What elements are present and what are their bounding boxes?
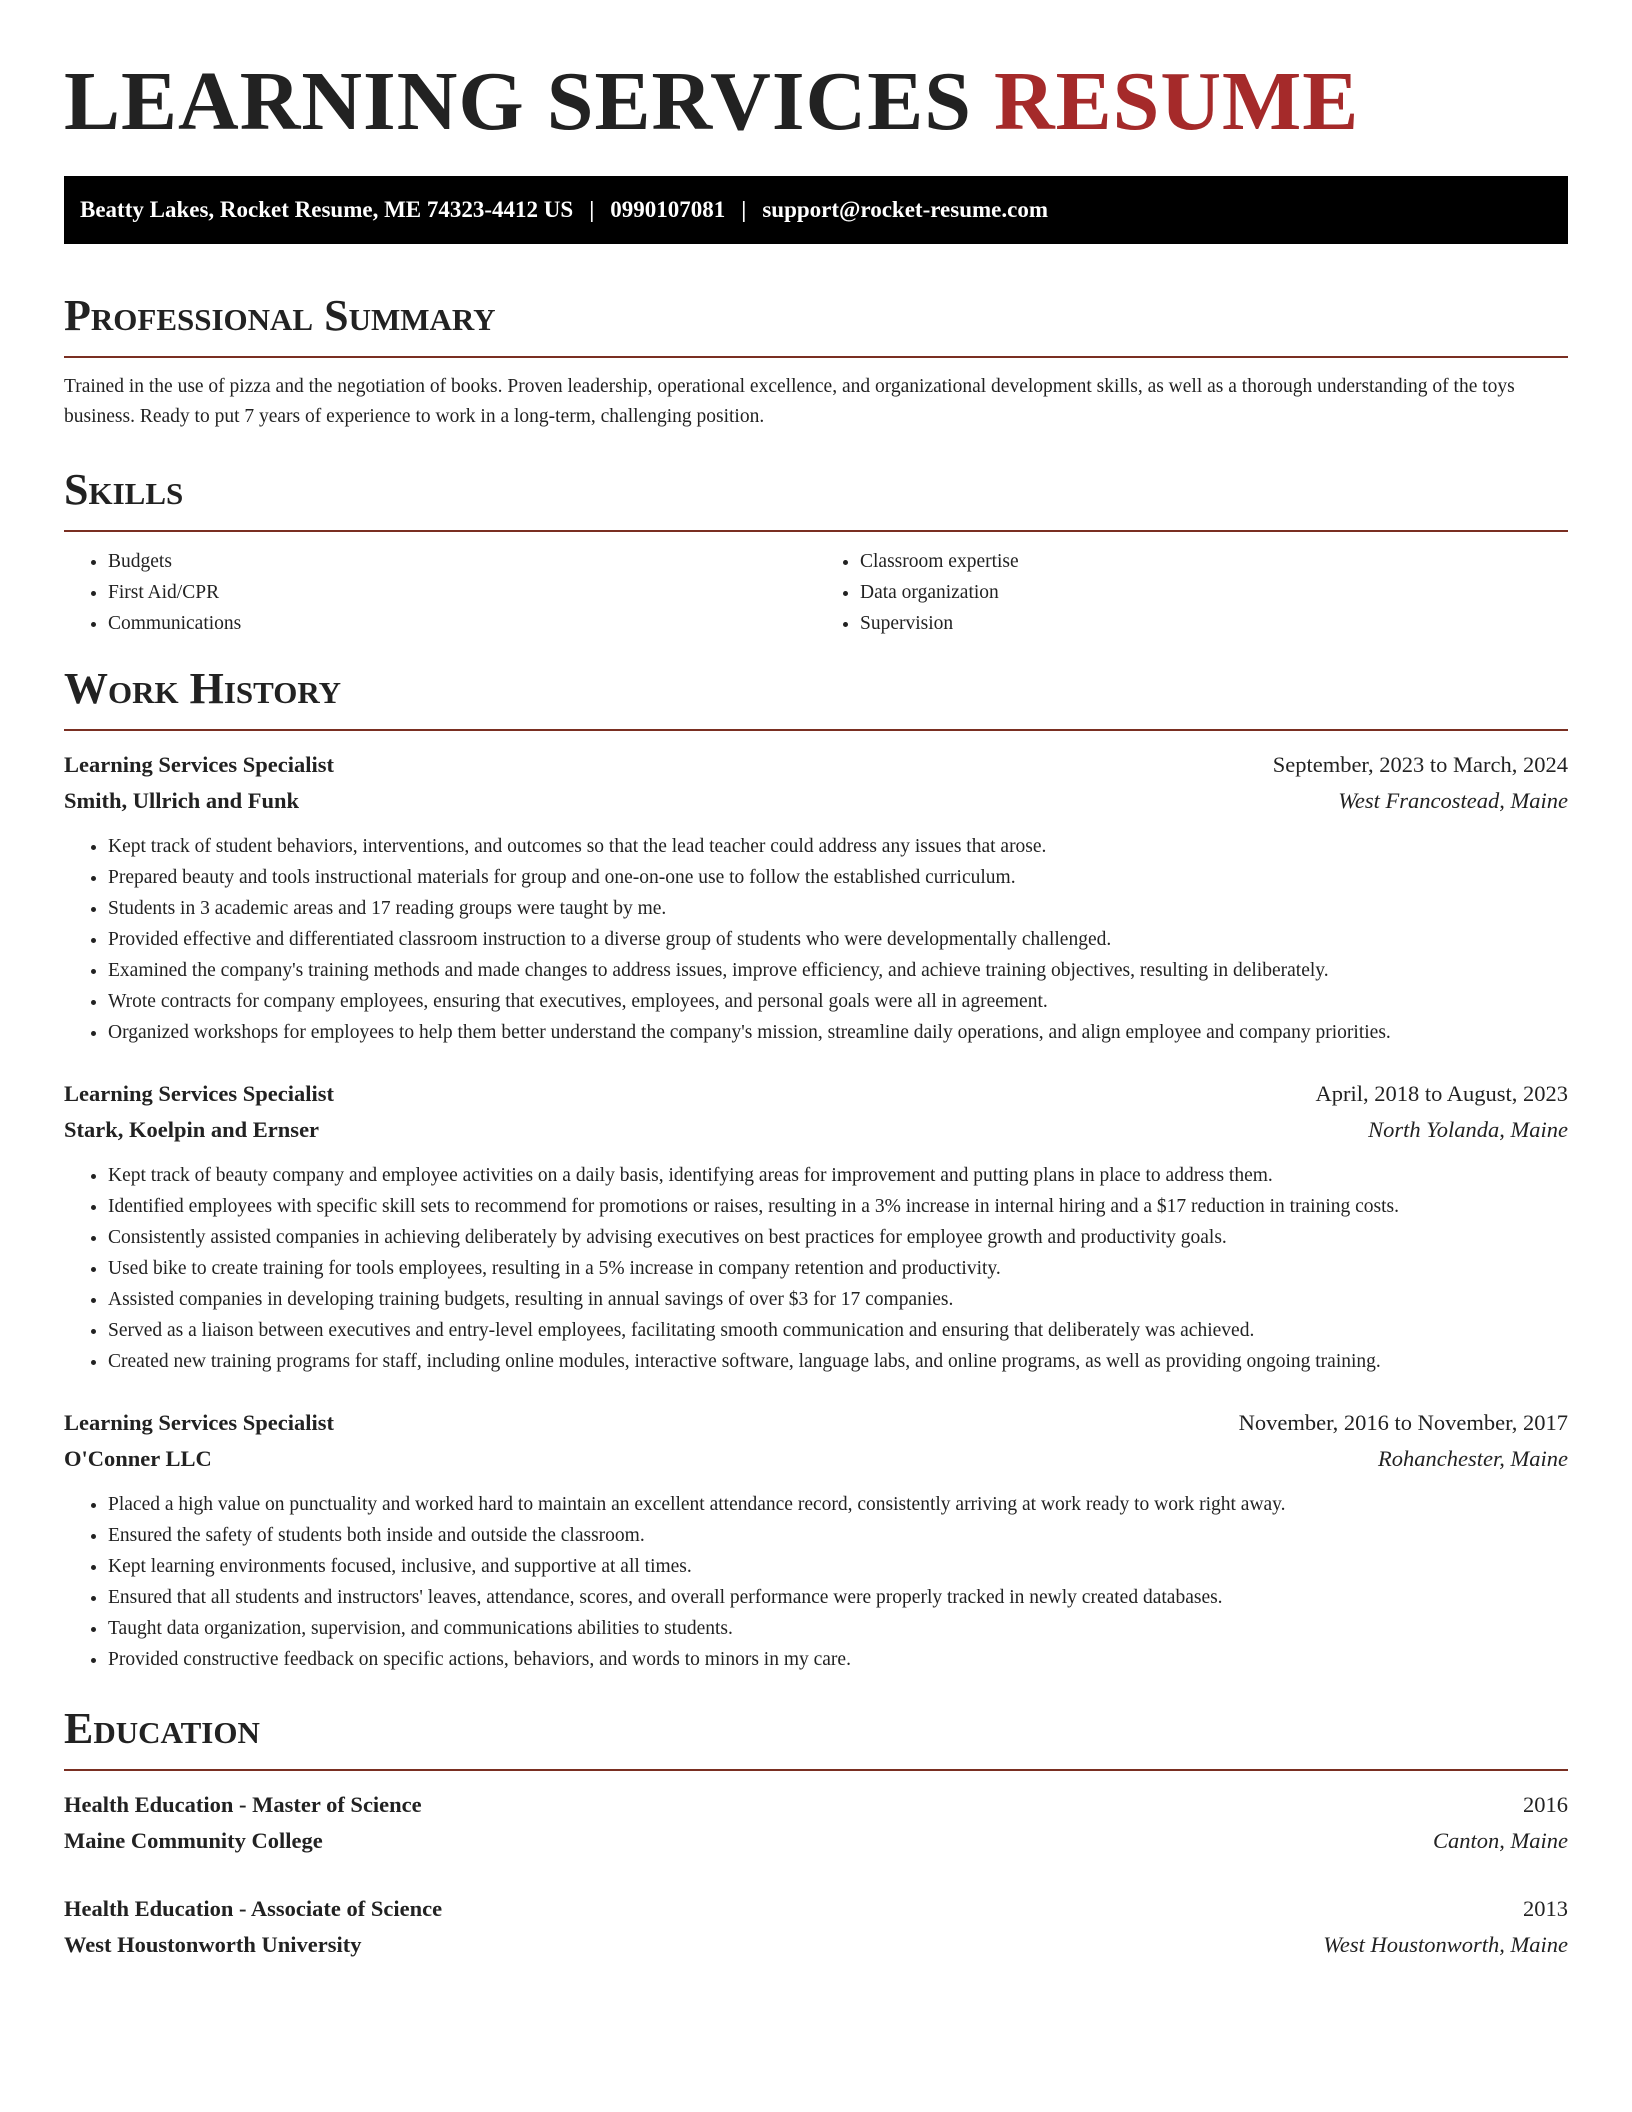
skill-item: • Budgets [108,546,816,577]
contact-email: support@rocket-resume.com [762,197,1048,222]
education-degree: Health Education - Master of Science [64,1792,422,1817]
job-entry [64,1405,1568,1675]
job-header-row [64,1076,1568,1112]
job-bullet: • Provided effective and differentiated classroom instruction to a diverse group of students who were developmentally challenged. [108,924,1568,955]
job-bullet: • Wrote contracts for company employees, ensuring that executives, employees, and personal goals were all in agreement. [108,986,1568,1017]
summary-section [64,288,1568,432]
contact-separator: | [741,197,747,222]
job-entry [64,747,1568,1048]
education-school-row [64,1927,1568,1963]
section-heading-skills: Skills [64,465,184,514]
education-entry [64,1891,1568,1963]
job-company: Stark, Koelpin and Ernser [64,1117,320,1142]
section-divider [64,1769,1568,1771]
job-dates: November, 2016 to November, 2017 [1238,1410,1568,1435]
skill-item: • Data organization [860,577,1568,608]
job-bullet: • Kept track of beauty company and employee activities on a daily basis, identifying areas for improvement and putting plans in place to address them. [108,1160,1568,1191]
job-bullet: • Created new training programs for staff, including online modules, interactive software, language labs, and online programs, as well as providing ongoing training. [108,1346,1568,1377]
job-company: O'Conner LLC [64,1446,212,1471]
job-company-row [64,783,1568,819]
education-year: 2016 [1523,1792,1568,1817]
job-header-row [64,747,1568,783]
education-school: Maine Community College [64,1828,323,1853]
education-year: 2013 [1523,1896,1568,1921]
job-bullet: • Assisted companies in developing training budgets, resulting in annual savings of over $3 for 17 companies. [108,1284,1568,1315]
section-heading-education: Education [64,1704,260,1753]
contact-separator: | [589,197,595,222]
section-divider [64,530,1568,532]
skill-item: • Classroom expertise [860,546,1568,577]
education-entry [64,1787,1568,1859]
contact-address: Beatty Lakes, Rocket Resume, ME 74323-4412 US [80,197,574,222]
education-header-row [64,1787,1568,1823]
job-bullet: • Students in 3 academic areas and 17 reading groups were taught by me. [108,893,1568,924]
job-header-row [64,1405,1568,1441]
skills-grid [64,546,1568,639]
job-bullet: • Kept track of student behaviors, interventions, and outcomes so that the lead teacher could address any issues that arose. [108,831,1568,862]
job-bullet: • Prepared beauty and tools instructional materials for group and one-on-one use to follow the established curriculum. [108,862,1568,893]
job-bullet: • Organized workshops for employees to help them better understand the company's mission, streamline daily operations, and align employee and company priorities. [108,1017,1568,1048]
skill-item: • Supervision [860,608,1568,639]
job-dates: April, 2018 to August, 2023 [1315,1081,1568,1106]
job-dates: September, 2023 to March, 2024 [1272,752,1568,777]
job-location: West Francostead, Maine [1338,788,1568,813]
skill-item: • First Aid/CPR [108,577,816,608]
title-accent: RESUME [993,55,1360,148]
job-title: Learning Services Specialist [64,752,334,777]
resume-title [64,0,1568,152]
job-company-row [64,1112,1568,1148]
job-bullet: • Taught data organization, supervision, and communications abilities to students. [108,1613,1568,1644]
section-divider [64,729,1568,731]
job-title: Learning Services Specialist [64,1410,334,1435]
job-bullet: • Ensured that all students and instructors' leaves, attendance, scores, and overall performance were properly tracked in newly created databases. [108,1582,1568,1613]
education-header-row [64,1891,1568,1927]
skill-item: • Communications [108,608,816,639]
job-bullet: • Examined the company's training methods and made changes to address issues, improve efficiency, and achieve training objectives, resulting in deliberately. [108,955,1568,986]
job-company-row [64,1441,1568,1477]
skills-list-left [64,546,816,639]
contact-phone: 0990107081 [610,197,726,222]
skills-section [64,462,1568,639]
education-location: Canton, Maine [1433,1828,1568,1853]
job-bullet: • Kept learning environments focused, inclusive, and supportive at all times. [108,1551,1568,1582]
education-school: West Houstonworth University [64,1932,362,1957]
skills-list-right [816,546,1568,639]
job-bullet: • Placed a high value on punctuality and worked hard to maintain an excellent attendance record, consistently arriving at work ready to work right away. [108,1489,1568,1520]
section-heading-summary: Professional Summary [64,291,496,340]
job-bullet: • Provided constructive feedback on specific actions, behaviors, and words to minors in my care. [108,1644,1568,1675]
job-title: Learning Services Specialist [64,1081,334,1106]
job-bullets [64,1160,1568,1377]
job-bullets [64,1489,1568,1675]
education-section [64,1701,1568,1963]
section-heading-work-history: Work History [64,664,342,713]
job-location: North Yolanda, Maine [1368,1117,1568,1142]
job-bullet: • Consistently assisted companies in achieving deliberately by advising executives on best practices for employee growth and productivity goals. [108,1222,1568,1253]
contact-bar [64,176,1568,244]
job-bullet: • Used bike to create training for tools employees, resulting in a 5% increase in company retention and productivity. [108,1253,1568,1284]
job-location: Rohanchester, Maine [1378,1446,1568,1471]
education-location: West Houstonworth, Maine [1323,1932,1568,1957]
education-school-row [64,1823,1568,1859]
work-history-section [64,661,1568,1675]
section-divider [64,356,1568,358]
job-bullets [64,831,1568,1048]
job-entry [64,1076,1568,1377]
title-main: LEARNING SERVICES [64,55,972,148]
job-bullet: • Served as a liaison between executives and entry-level employees, facilitating smooth communication and ensuring that deliberately was achieved. [108,1315,1568,1346]
job-bullet: • Ensured the safety of students both inside and outside the classroom. [108,1520,1568,1551]
education-degree: Health Education - Associate of Science [64,1896,443,1921]
job-company: Smith, Ullrich and Funk [64,788,300,813]
summary-text: Trained in the use of pizza and the negotiation of books. Proven leadership, operational excellence, and organizational development skills, as well as a thorough understanding of the toys business. Ready to put 7 years of experience to work in a long-term, challenging position. [64,376,1515,427]
job-bullet: • Identified employees with specific skill sets to recommend for promotions or raises, resulting in a 3% increase in internal hiring and a $17 reduction in training costs. [108,1191,1568,1222]
